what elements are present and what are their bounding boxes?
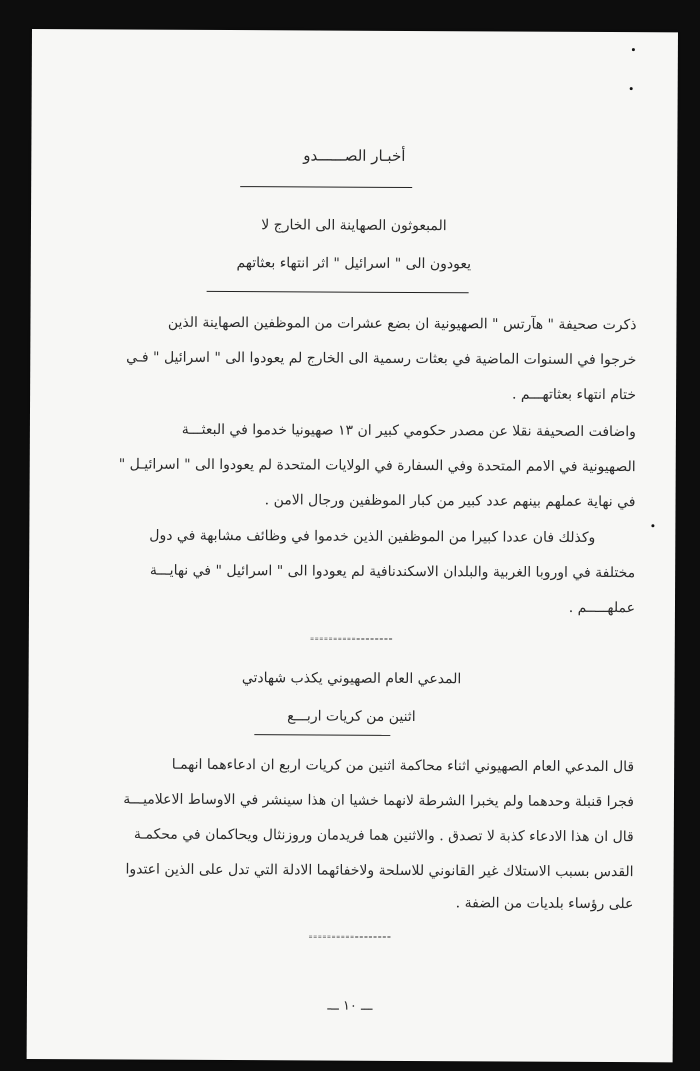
article2-title-line1: المدعي العام الصهيوني يكذب شهادتي — [241, 670, 462, 688]
document-page — [27, 29, 678, 1062]
heading-underline — [240, 186, 412, 188]
page-number: ـــ ١٠ ـــ — [327, 998, 373, 1014]
article2-title-underline — [254, 734, 390, 736]
article1-p2-l2: الصهيونية في الامم المتحدة وفي السفارة في الولايات المتحدة لم يعودوا الى " اسرائيـل " — [118, 456, 636, 476]
margin-mark — [632, 48, 635, 51]
article1-title-underline — [207, 291, 469, 293]
article2-title-line2: اثنين من كريات اربـــع — [287, 708, 416, 726]
section-separator: ================== — [310, 635, 394, 643]
margin-mark — [651, 524, 654, 527]
article2-p1-l3: قال ان هذا الادعاء كذبة لا تصدق . والاثنين هما فريدمان وروزنثال ويحاكمان في محكمـة — [133, 826, 634, 846]
article1-p3-l2: مختلفة في اوروبا الغربية والبلدان الاسكندنافية لم يعودوا الى " اسرائيل " في نهايـــة — [149, 562, 636, 582]
article1-p2-l1: واضافت الصحيفة نقلا عن مصدر حكومي كبير ان ١٣ صهيونيا خدموا في البعثـــة — [181, 421, 636, 441]
page-heading: أخبـار الصــــــدو — [303, 146, 406, 165]
article1-p3-l1: وكذلك فان عددا كبيرا من الموظفين الذين خدموا في وظائف مشابهة في دول — [149, 527, 596, 546]
article1-p1-l1: ذكرت صحيفة " هآرتس " الصهيونية ان بضع عشرات من الموظفين الصهاينة الذين — [167, 314, 637, 334]
article2-p1-l2: فجرا قنبلة وحدهما ولم يخبرا الشرطة لانهما خشيا ان هذا سينشر في الاوساط الاعلاميـــة — [123, 791, 635, 811]
article1-p3-l3: عملهـــــم . — [568, 599, 636, 617]
article1-title-line2: يعودون الى " اسرائيل " اثر انتهاء بعثاتهم — [236, 255, 472, 273]
article2-p1-l4: القدس بسبب الاستلاك غير القانوني للاسلحة ولاخفائهما الادلة التي تدل على الذين اعتدوا — [125, 861, 634, 881]
section-separator: ================== — [308, 933, 392, 941]
article1-p1-l3: ختام انتهاء بعثاتهـــم . — [512, 386, 637, 404]
article1-p2-l3: في نهاية عملهم بينهم عدد كبير من كبار الموظفين ورجال الامن . — [264, 492, 636, 511]
margin-mark — [630, 87, 633, 90]
article2-p1-l1: قال المدعي العام الصهيوني اثناء محاكمة اثنين من كريات اربع ان ادعاءهما انهمـا — [171, 756, 635, 776]
article2-p1-l5: على رؤساء بلديات من الضفة . — [455, 895, 634, 913]
article1-p1-l2: خرجوا في السنوات الماضية في بعثات رسمية الى الخارج لم يعودوا الى " اسرائيل " فـي — [126, 349, 637, 369]
article1-title-line1: المبعوثون الصهاينة الى الخارج لا — [261, 217, 447, 235]
